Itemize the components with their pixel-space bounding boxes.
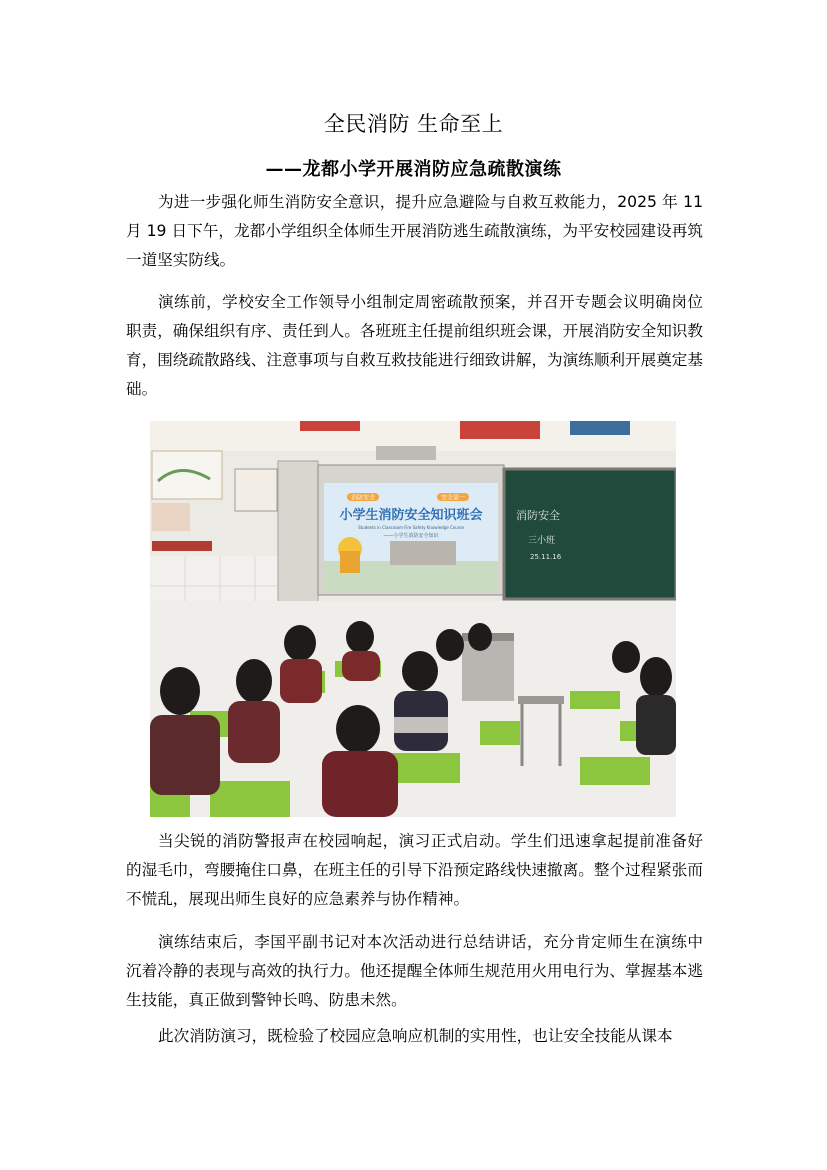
- screen-title: 小学生消防安全知识班会: [339, 508, 483, 523]
- screen-badge-1: 消防安全: [350, 494, 376, 502]
- screen-caption: ——小学生消防安全知识: [383, 533, 439, 539]
- blackboard-line-2: 三小班: [528, 536, 556, 546]
- blackboard-line-3: 25.11.16: [530, 553, 562, 561]
- paragraph-5: 此次消防演习，既检验了校园应急响应机制的实用性，也让安全技能从课本: [158, 1027, 673, 1045]
- screen-subtitle: Students in Classroom Fire Safety Knowledge Course: [358, 525, 464, 530]
- paragraph-2: 演练前，学校安全工作领导小组制定周密疏散预案，并召开专题会议明确岗位职责，确保组织有序、责任到人。各班班主任提前组织班会课，开展消防安全知识教育，围绕疏散路线、注意事项与自救互救技能进行细致讲解，为演练顺利开展奠定基础。: [126, 293, 703, 398]
- article-subtitle: ——龙都小学开展消防应急疏散演练: [265, 159, 562, 180]
- classroom-photo: [150, 421, 676, 817]
- paragraph-3: 当尖锐的消防警报声在校园响起，演习正式启动。学生们迅速拿起提前准备好的湿毛巾，弯腰掩住口鼻，在班主任的引导下沿预定路线快速撤离。整个过程紧张而不慌乱，展现出师生良好的应急素养与协作精神。: [126, 832, 703, 908]
- paragraph-1: 为进一步强化师生消防安全意识，提升应急避险与自救互救能力，2025 年 11 月 19 日下午，龙都小学组织全体师生开展消防逃生疏散演练，为平安校园建设再筑一道坚实防线。: [126, 193, 703, 269]
- article-title: 全民消防 生命至上: [323, 112, 504, 136]
- paragraph-4: 演练结束后，李国平副书记对本次活动进行总结讲话，充分肯定师生在演练中沉着冷静的表现与高效的执行力。他还提醒全体师生规范用火用电行为、掌握基本逃生技能，真正做到警钟长鸣、防患未然。: [126, 933, 703, 1009]
- screen-badge-2: 安全第一: [440, 494, 466, 502]
- blackboard-line-1: 消防安全: [516, 509, 560, 522]
